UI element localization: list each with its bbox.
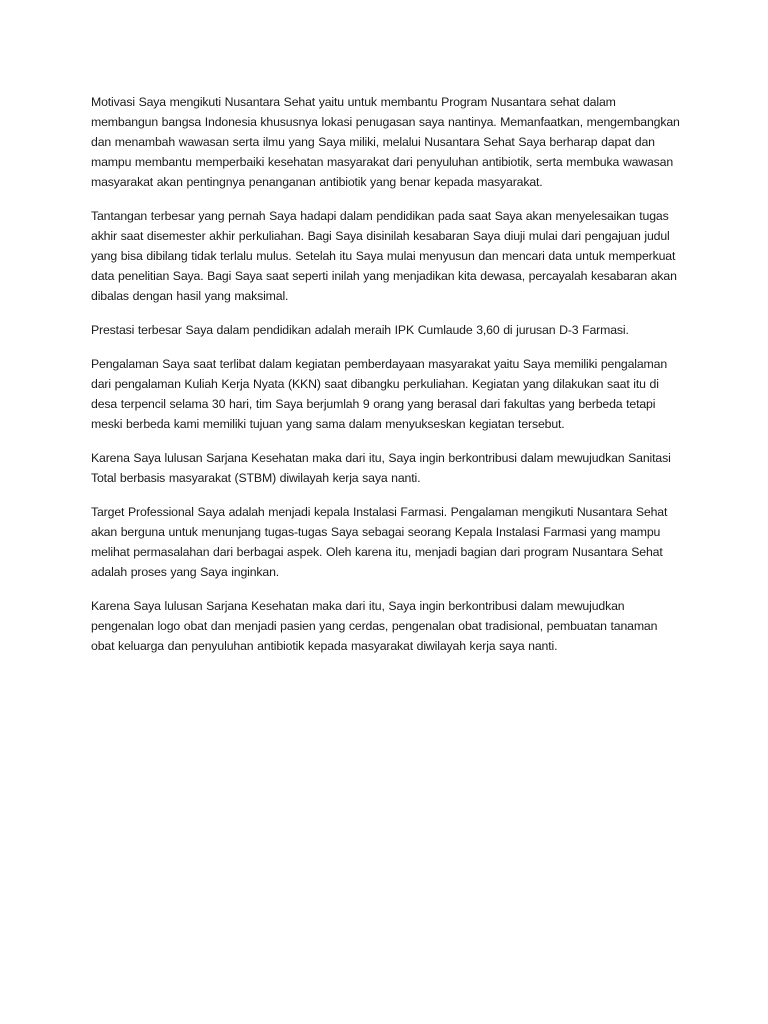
paragraph-contribution-pharmacy: Karena Saya lulusan Sarjana Kesehatan maka dari itu, Saya ingin berkontribusi dalam mewujudkan pengenalan logo obat dan menjadi pasien yang cerdas, pengenalan obat tradisional, pembuatan tanaman obat keluarga dan penyuluhan antibiotik kepada masyarakat diwilayah kerja saya nanti. [91, 599, 658, 653]
document-body [91, 92, 681, 670]
paragraph-professional-target: Target Professional Saya adalah menjadi kepala Instalasi Farmasi. Pengalaman mengikuti Nusantara Sehat akan berguna untuk menunjang tugas-tugas Saya sebagai seorang Kepala Instalasi Farmasi yang mampu melihat permasalahan dari berbagai aspek. Oleh karena itu, menjadi bagian dari program Nusantara Sehat adalah proses yang Saya inginkan. [91, 505, 668, 579]
paragraph-community-experience: Pengalaman Saya saat terlibat dalam kegiatan pemberdayaan masyarakat yaitu Saya memiliki pengalaman dari pengalaman Kuliah Kerja Nyata (KKN) saat dibangku perkuliahan. Kegiatan yang dilakukan saat itu di desa terpencil selama 30 hari, tim Saya berjumlah 9 orang yang berasal dari fakultas yang berbeda tetapi meski berbeda kami memiliki tujuan yang sama dalam menyukseskan kegiatan tersebut. [91, 357, 668, 431]
paragraph-achievement: Prestasi terbesar Saya dalam pendidikan adalah meraih IPK Cumlaude 3,60 di jurusan D-3 Farmasi. [91, 323, 629, 337]
paragraph-contribution-stbm: Karena Saya lulusan Sarjana Kesehatan maka dari itu, Saya ingin berkontribusi dalam mewujudkan Sanitasi Total berbasis masyarakat (STBM) diwilayah kerja saya nanti. [91, 451, 671, 485]
paragraph-motivation: Motivasi Saya mengikuti Nusantara Sehat yaitu untuk membantu Program Nusantara sehat dalam membangun bangsa Indonesia khususnya lokasi penugasan saya nantinya. Memanfaatkan, mengembangkan dan menambah wawasan serta ilmu yang Saya miliki, melalui Nusantara Sehat Saya berharap dapat dan mampu membantu memperbaiki kesehatan masyarakat dari penyuluhan antibiotik, serta membuka wawasan masyarakat akan pentingnya penanganan antibiotik yang benar kepada masyarakat. [91, 95, 680, 189]
paragraph-challenge: Tantangan terbesar yang pernah Saya hadapi dalam pendidikan pada saat Saya akan menyelesaikan tugas akhir saat disemester akhir perkuliahan. Bagi Saya disinilah kesabaran Saya diuji mulai dari pengajuan judul yang bisa dibilang tidak terlalu mulus. Setelah itu Saya mulai menyusun dan mencari data untuk memperkuat data penelitian Saya. Bagi Saya saat seperti inilah yang menjadikan kita dewasa, percayalah kesabaran akan dibalas dengan hasil yang maksimal. [91, 209, 677, 303]
